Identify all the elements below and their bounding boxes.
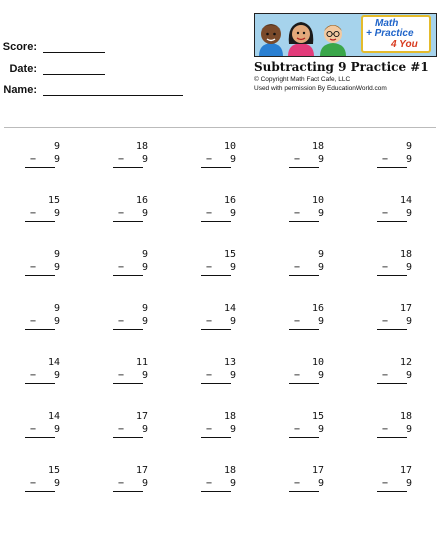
subtrahend-row [294, 477, 324, 490]
answer-line [201, 221, 231, 222]
minus-sign: − [206, 370, 213, 381]
date-label: Date: [9, 63, 37, 75]
minuend: 9 [53, 249, 60, 260]
subtrahend: 9 [229, 262, 236, 273]
subtrahend: 9 [141, 370, 148, 381]
minus-sign: − [30, 208, 37, 219]
subtrahend: 9 [317, 154, 324, 165]
subtrahend-row [30, 261, 60, 274]
subtrahend-row [382, 477, 412, 490]
subtraction-problem [382, 248, 412, 276]
minus-sign: − [118, 262, 125, 273]
subtraction-problem [118, 356, 148, 384]
header-divider [4, 127, 436, 128]
minuend: 16 [223, 195, 236, 206]
minuend: 14 [399, 195, 412, 206]
subtrahend: 9 [53, 262, 60, 273]
answer-line [377, 437, 407, 438]
minuend: 12 [399, 357, 412, 368]
minuend: 10 [311, 195, 324, 206]
answer-line [289, 437, 319, 438]
subtrahend: 9 [229, 424, 236, 435]
minus-sign: − [382, 154, 389, 165]
subtrahend: 9 [317, 208, 324, 219]
subtrahend: 9 [53, 370, 60, 381]
logo-line-1: Math [375, 18, 399, 29]
subtraction-problem [382, 410, 412, 438]
subtraction-problem [294, 194, 324, 222]
minuend: 10 [223, 141, 236, 152]
subtraction-problem [206, 356, 236, 384]
subtrahend-row [294, 261, 324, 274]
answer-line [377, 491, 407, 492]
subtrahend: 9 [405, 316, 412, 327]
minus-sign: − [382, 424, 389, 435]
minus-sign: − [30, 316, 37, 327]
subtraction-problem [118, 302, 148, 330]
minus-sign: − [30, 262, 37, 273]
answer-line [25, 491, 55, 492]
minus-sign: − [294, 478, 301, 489]
minuend: 9 [141, 249, 148, 260]
subtraction-problem [206, 464, 236, 492]
minus-sign: − [382, 316, 389, 327]
minus-sign: − [118, 424, 125, 435]
subtrahend-row [382, 369, 412, 382]
answer-line [25, 437, 55, 438]
date-blank[interactable] [43, 62, 105, 75]
subtrahend-row [382, 207, 412, 220]
kids-illustration [255, 14, 360, 56]
subtrahend-row [118, 153, 148, 166]
minuend: 16 [135, 195, 148, 206]
minuend: 18 [311, 141, 324, 152]
subtrahend-row [294, 207, 324, 220]
score-label: Score: [2, 41, 37, 53]
subtrahend: 9 [141, 208, 148, 219]
answer-line [25, 275, 55, 276]
subtraction-problem [206, 410, 236, 438]
subtrahend: 9 [141, 424, 148, 435]
minuend: 17 [135, 465, 148, 476]
subtrahend-row [294, 153, 324, 166]
minuend: 18 [399, 249, 412, 260]
answer-line [25, 221, 55, 222]
subtrahend-row [382, 423, 412, 436]
permission-text: Used with permission By EducationWorld.com [254, 85, 387, 92]
subtraction-problem [294, 248, 324, 276]
subtrahend: 9 [141, 478, 148, 489]
minus-sign: − [118, 370, 125, 381]
answer-line [113, 437, 143, 438]
subtrahend-row [206, 423, 236, 436]
subtraction-problem [294, 140, 324, 168]
minuend: 18 [223, 411, 236, 422]
subtraction-problem [294, 302, 324, 330]
minus-sign: − [294, 370, 301, 381]
subtraction-problem [294, 464, 324, 492]
subtraction-problem [294, 356, 324, 384]
minus-sign: − [382, 370, 389, 381]
subtrahend-row [206, 315, 236, 328]
math-practice-logo [361, 15, 431, 53]
subtrahend: 9 [229, 316, 236, 327]
subtrahend-row [206, 153, 236, 166]
subtraction-problem [30, 194, 60, 222]
name-blank[interactable] [43, 83, 183, 96]
subtraction-problem [294, 410, 324, 438]
minuend: 9 [53, 303, 60, 314]
answer-line [201, 491, 231, 492]
minuend: 14 [47, 357, 60, 368]
answer-line [201, 329, 231, 330]
logo-line-3: 4 You [391, 39, 418, 50]
minuend: 16 [311, 303, 324, 314]
minus-sign: − [30, 424, 37, 435]
subtrahend: 9 [317, 424, 324, 435]
subtraction-problem [30, 302, 60, 330]
minuend: 17 [311, 465, 324, 476]
subtraction-problem [30, 464, 60, 492]
answer-line [25, 329, 55, 330]
minuend: 13 [223, 357, 236, 368]
minuend: 9 [405, 141, 412, 152]
answer-line [377, 167, 407, 168]
subtrahend: 9 [317, 370, 324, 381]
date-field [2, 62, 105, 75]
minuend: 14 [223, 303, 236, 314]
answer-line [113, 275, 143, 276]
subtrahend: 9 [229, 478, 236, 489]
answer-line [25, 383, 55, 384]
minuend: 15 [311, 411, 324, 422]
subtrahend-row [30, 315, 60, 328]
worksheet-title: Subtracting 9 Practice #1 [254, 60, 429, 74]
answer-line [377, 383, 407, 384]
subtrahend-row [30, 423, 60, 436]
subtrahend-row [30, 369, 60, 382]
subtrahend: 9 [229, 208, 236, 219]
minuend: 18 [399, 411, 412, 422]
answer-line [289, 383, 319, 384]
subtraction-problem [118, 248, 148, 276]
subtrahend-row [206, 261, 236, 274]
answer-line [113, 167, 143, 168]
minuend: 17 [399, 303, 412, 314]
minus-sign: − [294, 262, 301, 273]
subtrahend: 9 [141, 316, 148, 327]
answer-line [113, 383, 143, 384]
subtrahend-row [382, 261, 412, 274]
math-practice-banner [254, 13, 437, 57]
answer-line [201, 167, 231, 168]
minus-sign: − [206, 478, 213, 489]
answer-line [289, 491, 319, 492]
minuend: 14 [47, 411, 60, 422]
subtrahend: 9 [317, 316, 324, 327]
subtraction-problem [30, 356, 60, 384]
minuend: 17 [135, 411, 148, 422]
minus-sign: − [118, 208, 125, 219]
subtraction-problem [30, 410, 60, 438]
subtrahend-row [118, 369, 148, 382]
subtrahend: 9 [405, 262, 412, 273]
minuend: 15 [47, 195, 60, 206]
score-field [2, 40, 105, 53]
name-field [2, 83, 183, 96]
score-blank[interactable] [43, 40, 105, 53]
minus-sign: − [206, 154, 213, 165]
subtrahend: 9 [53, 478, 60, 489]
subtrahend: 9 [141, 262, 148, 273]
subtraction-problem [206, 194, 236, 222]
answer-line [289, 329, 319, 330]
minus-sign: − [382, 208, 389, 219]
subtrahend-row [118, 477, 148, 490]
minuend: 9 [317, 249, 324, 260]
subtraction-problem [382, 356, 412, 384]
subtrahend: 9 [229, 154, 236, 165]
subtrahend-row [294, 315, 324, 328]
subtrahend: 9 [405, 370, 412, 381]
subtraction-problem [118, 140, 148, 168]
subtraction-problem [118, 410, 148, 438]
subtrahend: 9 [405, 478, 412, 489]
subtrahend-row [382, 315, 412, 328]
subtrahend-row [294, 369, 324, 382]
subtraction-problem [206, 302, 236, 330]
subtraction-problem [206, 248, 236, 276]
answer-line [289, 221, 319, 222]
minuend: 15 [47, 465, 60, 476]
minus-sign: − [30, 154, 37, 165]
answer-line [289, 275, 319, 276]
minus-sign: − [294, 154, 301, 165]
subtrahend-row [118, 207, 148, 220]
subtraction-problem [30, 248, 60, 276]
subtrahend-row [206, 477, 236, 490]
minuend: 9 [141, 303, 148, 314]
subtrahend-row [206, 207, 236, 220]
minus-sign: − [30, 370, 37, 381]
subtrahend-row [30, 207, 60, 220]
subtrahend-row [30, 477, 60, 490]
subtrahend-row [30, 153, 60, 166]
answer-line [377, 329, 407, 330]
subtrahend: 9 [53, 424, 60, 435]
minus-sign: − [206, 208, 213, 219]
minuend: 18 [135, 141, 148, 152]
subtrahend: 9 [229, 370, 236, 381]
minuend: 15 [223, 249, 236, 260]
subtrahend: 9 [53, 154, 60, 165]
minus-sign: − [118, 316, 125, 327]
minus-sign: − [206, 316, 213, 327]
subtrahend: 9 [141, 154, 148, 165]
logo-line-2: + Practice [366, 28, 414, 39]
subtrahend-row [206, 369, 236, 382]
minus-sign: − [118, 478, 125, 489]
answer-line [113, 329, 143, 330]
answer-line [113, 221, 143, 222]
minus-sign: − [206, 424, 213, 435]
subtrahend-row [118, 315, 148, 328]
subtrahend: 9 [317, 262, 324, 273]
minus-sign: − [294, 424, 301, 435]
minus-sign: − [118, 154, 125, 165]
subtrahend: 9 [405, 154, 412, 165]
answer-line [377, 221, 407, 222]
subtrahend-row [118, 261, 148, 274]
minuend: 10 [311, 357, 324, 368]
minus-sign: − [294, 208, 301, 219]
answer-line [289, 167, 319, 168]
subtrahend-row [382, 153, 412, 166]
subtraction-problem [118, 464, 148, 492]
answer-line [113, 491, 143, 492]
answer-line [25, 167, 55, 168]
subtrahend: 9 [317, 478, 324, 489]
answer-line [377, 275, 407, 276]
subtrahend: 9 [405, 208, 412, 219]
answer-line [201, 383, 231, 384]
subtrahend-row [294, 423, 324, 436]
subtraction-problem [30, 140, 60, 168]
minus-sign: − [382, 478, 389, 489]
minus-sign: − [206, 262, 213, 273]
subtraction-problem [382, 194, 412, 222]
subtrahend: 9 [405, 424, 412, 435]
minuend: 17 [399, 465, 412, 476]
answer-line [201, 275, 231, 276]
subtrahend: 9 [53, 208, 60, 219]
minuend: 9 [53, 141, 60, 152]
subtraction-problem [118, 194, 148, 222]
name-label: Name: [3, 84, 37, 96]
subtraction-problem [382, 140, 412, 168]
minuend: 18 [223, 465, 236, 476]
answer-line [201, 437, 231, 438]
copyright-text: © Copyright Math Fact Cafe, LLC [254, 76, 351, 83]
subtraction-problem [382, 464, 412, 492]
subtrahend: 9 [53, 316, 60, 327]
subtraction-problem [382, 302, 412, 330]
minus-sign: − [294, 316, 301, 327]
subtrahend-row [118, 423, 148, 436]
subtraction-problem [206, 140, 236, 168]
minus-sign: − [382, 262, 389, 273]
minus-sign: − [30, 478, 37, 489]
minuend: 11 [135, 357, 148, 368]
